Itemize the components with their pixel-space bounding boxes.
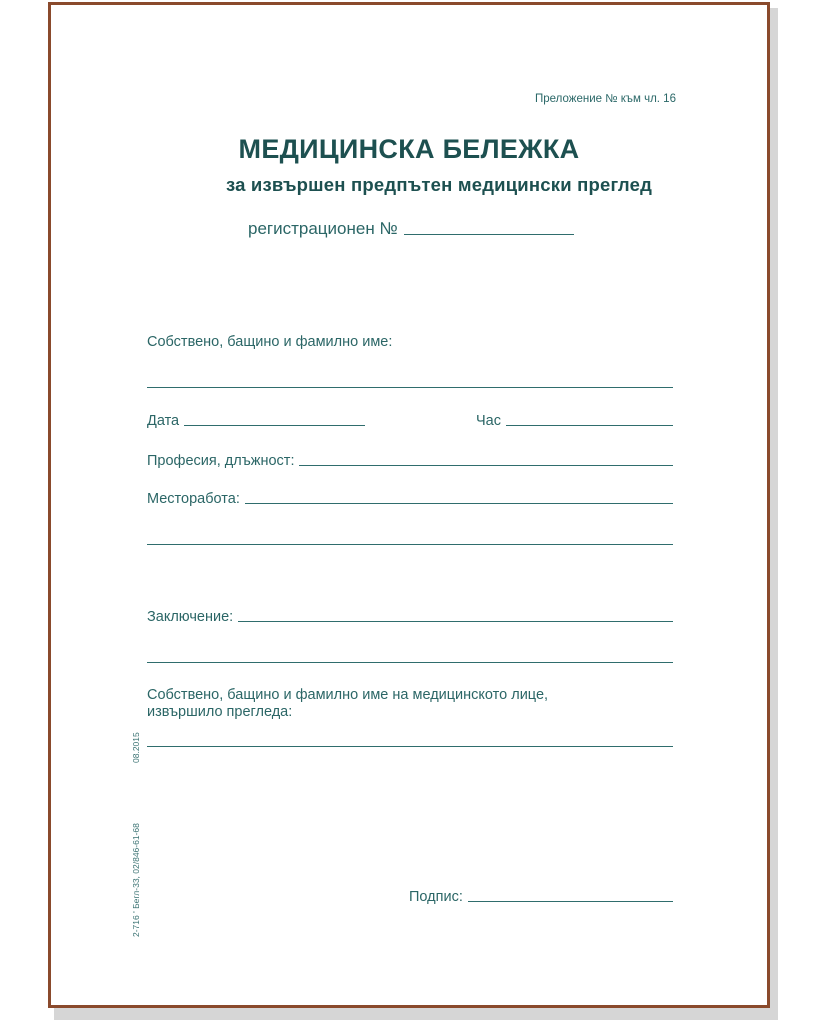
full-name-field[interactable] [147,387,673,388]
profession-label: Професия, длъжност: [147,453,295,469]
profession-row [147,453,673,469]
workplace-label: Месторабота: [147,491,240,507]
registration-number-field[interactable] [404,234,574,235]
medic-name-label-line2: извършило прегледа: [147,704,293,720]
workplace-field[interactable] [245,503,673,504]
date-field[interactable] [184,425,365,426]
document-title: МЕДИЦИНСКА БЕЛЕЖКА [238,134,580,164]
conclusion-field[interactable] [238,621,673,622]
signature-field[interactable] [468,901,673,902]
margin-print-code: 2-716 ' Бегл-33, 02/846-61-68 [131,823,141,937]
annex-note: Преложение № към чл. 16 [535,93,676,105]
date-label: Дата [147,413,180,429]
conclusion-label: Заключение: [147,609,234,625]
registration-label: регистрационен № [248,219,398,238]
hour-row [476,413,673,429]
profession-field[interactable] [299,465,673,466]
document-subtitle: за извършен предпътен медицински преглед [225,174,653,195]
document-sheet [48,2,770,1008]
registration-row [248,219,574,239]
hour-field[interactable] [506,425,673,426]
signature-row [409,889,673,905]
medic-name-field[interactable] [147,746,673,747]
hour-label: Час [476,413,501,429]
conclusion-row [147,609,673,625]
full-name-label: Собствено, бащино и фамилно име: [147,334,393,350]
signature-label: Подпис: [409,889,463,905]
medic-name-label-line1: Собствено, бащино и фамилно име на медицинското лице, [147,687,549,703]
date-row [147,413,365,429]
conclusion-field-continued[interactable] [147,662,673,663]
workplace-row [147,491,673,507]
margin-print-date: 08.2015 [131,732,141,763]
workplace-field-continued[interactable] [147,544,673,545]
